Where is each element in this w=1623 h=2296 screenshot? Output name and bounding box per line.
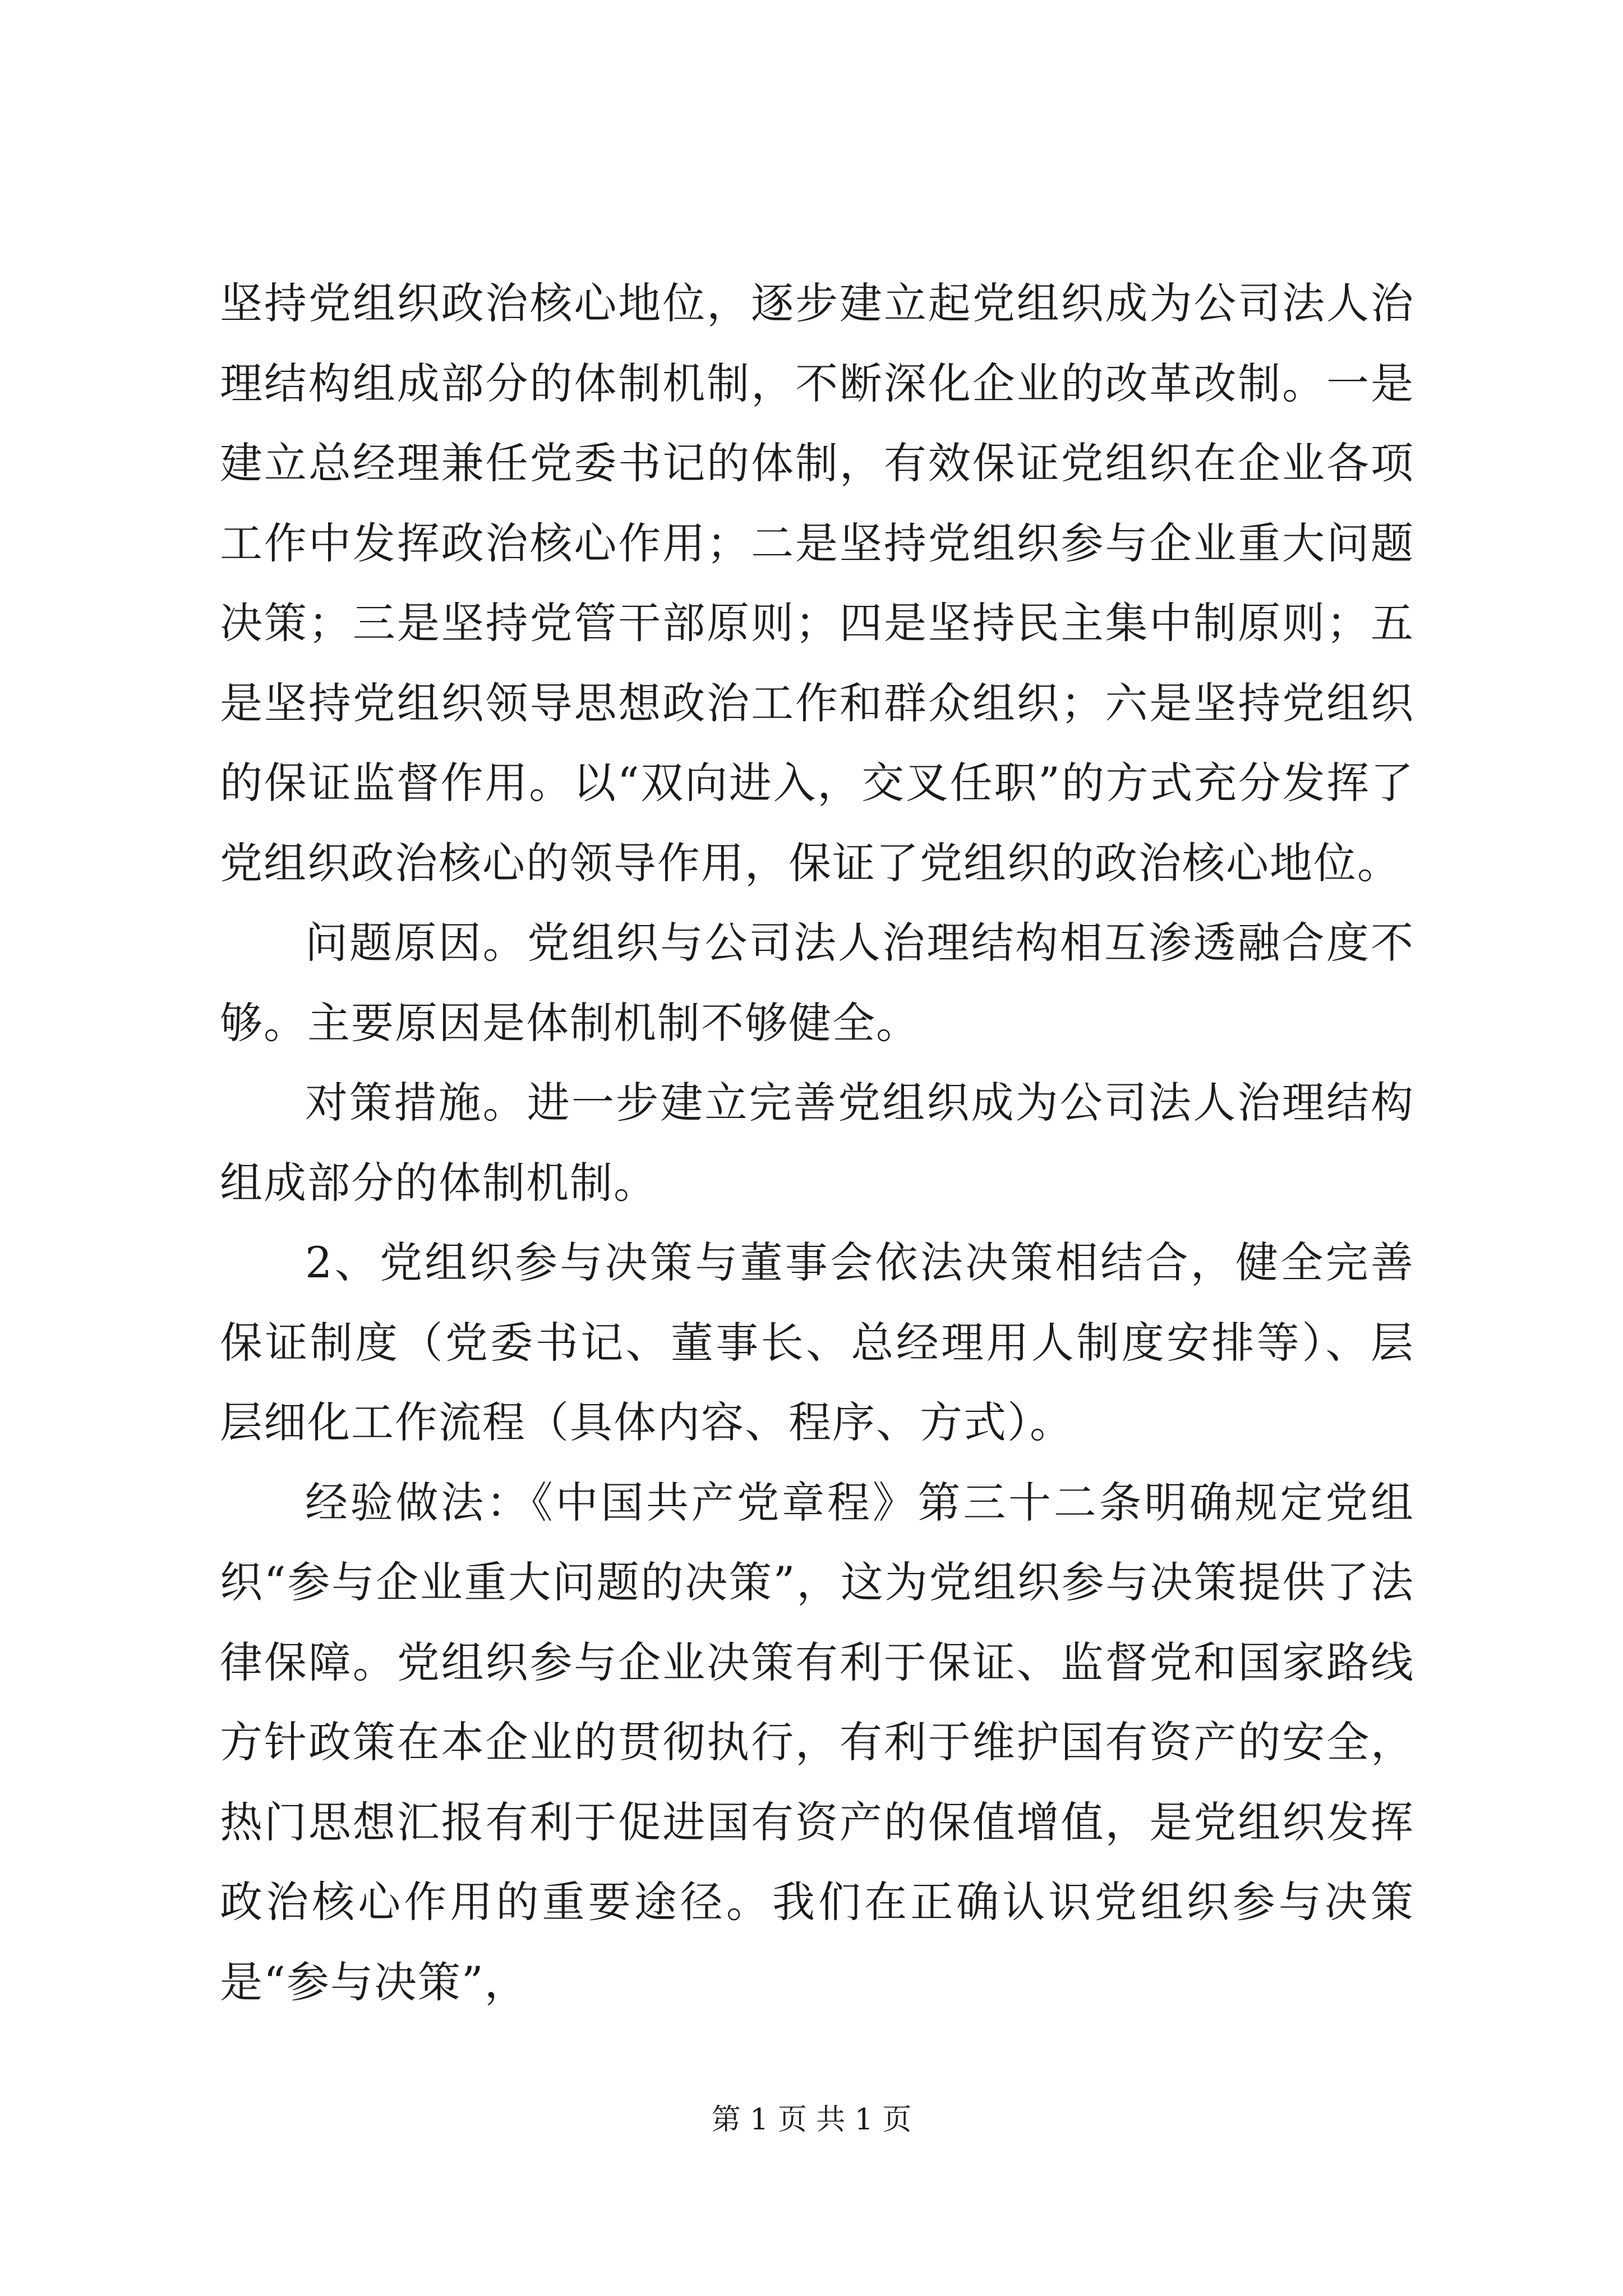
page-footer: 第 1 页 共 1 页 [711,2103,912,2137]
paragraph-continuation: 坚持党组织政治核心地位，逐步建立起党组织成为公司法人治理结构组成部分的体制机制，不断深化企业的改革改制。一是建立总经理兼任党委书记的体制，有效保证党组织在企业各项工作中发挥政治核心作用；二是坚持党组织参与企业重大问题决策；三是坚持党管干部原则；四是坚持民主集中制原则；五是坚持党组织领导思想政治工作和群众组织；六是坚持党组织的保证监督作用。以“双向进入，交叉任职”的方式充分发挥了党组织政治核心的领导作用，保证了党组织的政治核心地位。 [220,278,1414,888]
document-body [220,264,1414,2022]
paragraph-countermeasures: 对策措施。进一步建立完善党组织成为公司法人治理结构组成部分的体制机制。 [220,1078,1414,1208]
paragraph-experience: 经验做法：《中国共产党章程》第三十二条明确规定党组织“参与企业重大问题的决策”，这为党组织参与决策提供了法律保障。党组织参与企业决策有利于保证、监督党和国家路线方针政策在本企业的贯彻执行，有利于维护国有资产的安全，热门思想汇报有利于促进国有资产的保值增值，是党组织发挥政治核心作用的重要途径。我们在正确认识党组织参与决策是“参与决策”， [220,1477,1414,2007]
paragraph-problem-cause: 问题原因。党组织与公司法人治理结构相互渗透融合度不够。主要原因是体制机制不够健全。 [220,918,1414,1048]
paragraph-section-2: 2、党组织参与决策与董事会依法决策相结合，健全完善保证制度（党委书记、董事长、总经理用人制度安排等）、层层细化工作流程（具体内容、程序、方式）。 [220,1237,1414,1447]
